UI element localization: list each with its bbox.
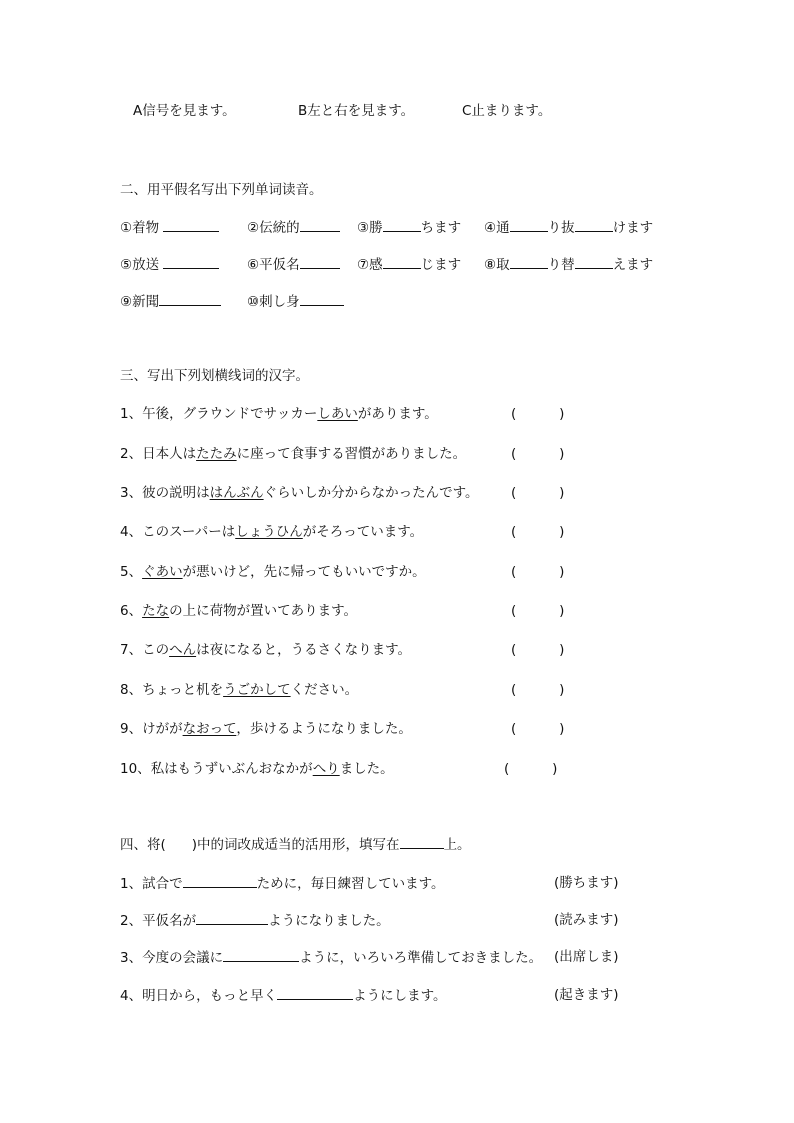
question-text: このスーパーは <box>142 524 236 540</box>
question-number: 10、 <box>120 761 151 777</box>
question-text: ようにします。 <box>353 988 447 1004</box>
verb-hint: (勝ちます) <box>554 875 619 891</box>
question-text: ました。 <box>339 761 394 777</box>
underlined-word: なおって <box>182 721 237 737</box>
section2-title: 二、用平假名写出下列单词读音。 <box>120 182 323 198</box>
kanji-question <box>120 563 426 581</box>
question-text: の上に荷物が置いてあります。 <box>169 603 358 619</box>
question-number: 2、 <box>120 446 143 462</box>
underlined-word: しあい <box>317 406 358 422</box>
answer-parentheses: ( ) <box>511 721 565 737</box>
answer-blank <box>196 911 268 925</box>
vocab-item-8: ⑧取 り替 えます <box>484 257 654 273</box>
underlined-word: へり <box>312 761 340 777</box>
kanji-question <box>120 641 411 659</box>
kanji-question <box>120 720 412 738</box>
question-text: ちょっと机を <box>142 682 224 698</box>
answer-parentheses: ( ) <box>504 761 558 777</box>
question-text: けがが <box>142 721 183 737</box>
question-number: 6、 <box>120 603 143 619</box>
question-text: 平仮名が <box>142 913 197 929</box>
answer-parentheses: ( ) <box>511 564 565 580</box>
question-text: は夜になると，うるさくなります。 <box>196 642 412 658</box>
question-number: 3、 <box>120 950 143 966</box>
vocab-item-1: ①着物 <box>120 218 219 237</box>
answer-blank <box>183 874 257 888</box>
vocab-item-6: ⑥平仮名 <box>247 255 340 274</box>
verb-hint: (読みます) <box>554 912 619 928</box>
vocab-item-4: ④通 り抜 けます <box>484 220 654 236</box>
question-text: ，歩けるようになりました。 <box>236 721 412 737</box>
question-number: 5、 <box>120 564 143 580</box>
kanji-question <box>120 484 479 502</box>
question-number: 3、 <box>120 485 143 501</box>
answer-parentheses: ( ) <box>511 642 565 658</box>
underlined-word: うごかして <box>223 682 291 698</box>
conjugation-question <box>120 948 542 967</box>
question-number: 1、 <box>120 406 143 422</box>
question-text: に座って食事する習慣がありました。 <box>236 446 467 462</box>
answer-parentheses: ( ) <box>511 682 565 698</box>
answer-parentheses: ( ) <box>511 406 565 422</box>
underlined-word: ぐあい <box>142 564 183 580</box>
section4-title: 四、将( )中的词改成适当的活用形，填写在 上。 <box>120 837 471 853</box>
vocab-item-2: ②伝統的 <box>247 218 340 237</box>
question-number: 4、 <box>120 524 143 540</box>
question-text: 私はもうずいぶんおなかが <box>150 761 313 777</box>
conjugation-question <box>120 874 445 893</box>
answer-blank <box>223 948 299 962</box>
vocab-item-3: ③勝 ちます <box>357 220 462 236</box>
underlined-word: しょうひん <box>235 524 303 540</box>
kanji-question <box>120 405 438 423</box>
question-text: が悪いけど，先に帰ってもいいですか。 <box>182 564 426 580</box>
question-text: 午後，グラウンドでサッカー <box>142 406 318 422</box>
answer-parentheses: ( ) <box>511 603 565 619</box>
answer-parentheses: ( ) <box>511 524 565 540</box>
answer-parentheses: ( ) <box>511 485 565 501</box>
answer-blank <box>277 986 353 1000</box>
question-text: ために，毎日練習しています。 <box>256 876 445 892</box>
verb-hint: (出席しま) <box>554 949 619 965</box>
verb-hint: (起きます) <box>554 987 619 1003</box>
question-number: 4、 <box>120 988 143 1004</box>
answer-parentheses: ( ) <box>511 446 565 462</box>
kanji-question <box>120 681 358 699</box>
section3-title: 三、写出下列划横线词的汉字。 <box>120 368 309 384</box>
choice-b: B左と右を見ます。 <box>298 103 415 119</box>
kanji-question <box>120 523 423 541</box>
vocab-item-9: ⑨新聞 <box>120 292 221 311</box>
vocab-item-7: ⑦感 じます <box>357 257 462 273</box>
underlined-word: たたみ <box>196 446 237 462</box>
question-number: 8、 <box>120 682 143 698</box>
underlined-word: はんぶん <box>209 485 264 501</box>
conjugation-question <box>120 986 447 1005</box>
question-text: がそろっています。 <box>302 524 424 540</box>
question-number: 9、 <box>120 721 143 737</box>
vocab-item-10: ⑩刺し身 <box>247 292 344 311</box>
question-text: 彼の説明は <box>142 485 210 501</box>
question-text: 日本人は <box>142 446 197 462</box>
question-number: 1、 <box>120 876 143 892</box>
question-text: この <box>142 642 170 658</box>
question-text: ように，いろいろ準備しておきました。 <box>299 950 543 966</box>
question-text: ぐらいしか分からなかったんです。 <box>263 485 479 501</box>
question-text: 明日から，もっと早く <box>142 988 278 1004</box>
question-number: 7、 <box>120 642 143 658</box>
choice-c: C止まります。 <box>462 103 552 119</box>
underlined-word: たな <box>142 603 170 619</box>
kanji-question <box>120 602 357 620</box>
conjugation-question <box>120 911 390 930</box>
question-text: 今度の会議に <box>142 950 224 966</box>
vocab-item-5: ⑤放送 <box>120 255 219 274</box>
question-number: 2、 <box>120 913 143 929</box>
choice-a: A信号を見ます。 <box>133 103 236 119</box>
question-text: ようになりました。 <box>268 913 390 929</box>
question-text: があります。 <box>357 406 438 422</box>
kanji-question <box>120 445 466 463</box>
underlined-word: へん <box>169 642 197 658</box>
question-text: 試合で <box>142 876 183 892</box>
kanji-question <box>120 760 394 778</box>
question-text: ください。 <box>290 682 359 698</box>
